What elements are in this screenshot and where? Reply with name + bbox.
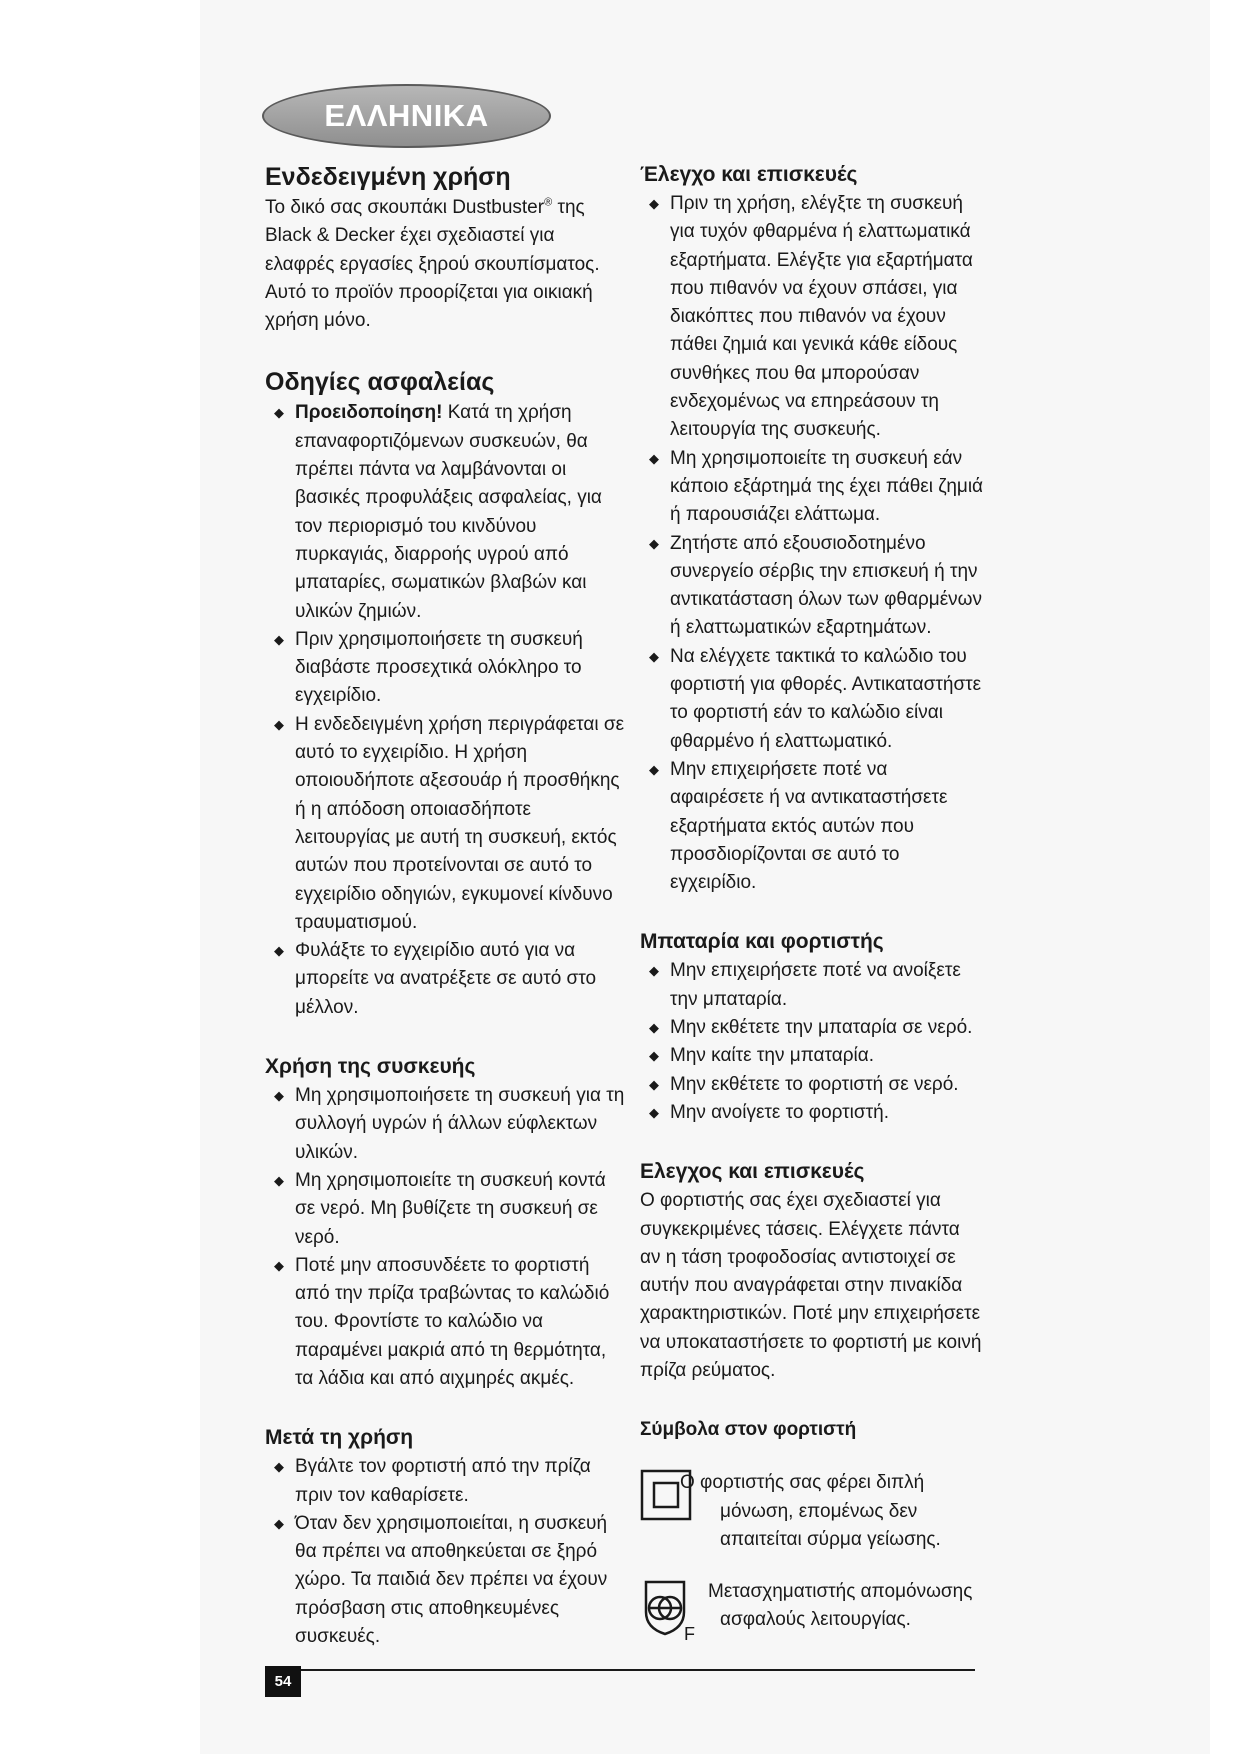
list-item: ◆ Φυλάξτε το εγχειρίδιο αυτό για να μπορείτε να ανατρέξετε σε αυτό στο μέλλον. bbox=[265, 937, 625, 1022]
diamond-bullet-icon: ◆ bbox=[274, 716, 284, 732]
inspection-title: Έλεγχο και επισκευές bbox=[640, 163, 858, 186]
footer-rule bbox=[265, 1669, 975, 1671]
appliance-use-title: Χρήση της συσκευής bbox=[265, 1055, 476, 1079]
diamond-bullet-icon: ◆ bbox=[274, 1515, 284, 1531]
list-item: ◆ Μην επιχειρήσετε ποτέ να αφαιρέσετε ή να αντικαταστήσετε εξαρτήματα εκτός αυτών που προσδιορίζονται σε αυτό το εγχειρίδιο. bbox=[640, 756, 985, 897]
diamond-bullet-icon: ◆ bbox=[649, 963, 659, 979]
diamond-bullet-icon: ◆ bbox=[274, 405, 284, 421]
charger-checks-title: Ελεγχος και επισκευές bbox=[640, 1160, 865, 1184]
right-column bbox=[640, 160, 985, 1662]
language-label: ΕΛΛΗΝΙΚΑ bbox=[324, 98, 489, 133]
left-column bbox=[265, 160, 625, 1681]
appliance-use-section bbox=[265, 1052, 625, 1393]
list-item: ◆ Να ελέγχετε τακτικά το καλώδιο του φορτιστή για φθορές. Αντικαταστήστε το φορτιστή εάν το καλώδιο είναι φθαρμένο ή ελαττωματικό. bbox=[640, 643, 985, 756]
charger-symbols-title: Σύμβολα στον φορτιστή bbox=[640, 1419, 857, 1441]
diamond-bullet-icon: ◆ bbox=[649, 1048, 659, 1064]
after-use-section bbox=[265, 1423, 625, 1651]
safety-transformer-icon bbox=[640, 1578, 702, 1642]
list-item: ◆ Η ενδεδειγμένη χρήση περιγράφεται σε αυτό το εγχειρίδιο. Η χρήση οποιουδήποτε αξεσουάρ ή προσθήκης ή η απόδοση οποιασδήποτε λειτουργίας με αυτή τη συσκευή, εκτός αυτών που προτείνονται σε αυτό το εγχειρίδιο οδηγιών, εγκυμονεί κίνδυνο τραυματισμού. bbox=[265, 711, 625, 937]
charger-symbols-section bbox=[640, 1415, 985, 1643]
safety-list bbox=[265, 399, 625, 1022]
transformer-letter: F bbox=[684, 1624, 695, 1643]
after-use-title: Μετά τη χρήση bbox=[265, 1426, 414, 1450]
diamond-bullet-icon: ◆ bbox=[274, 1172, 284, 1188]
battery-charger-section bbox=[640, 927, 985, 1127]
list-item: ◆ Μην καίτε την μπαταρία. bbox=[640, 1042, 985, 1070]
list-item: ◆ Βγάλτε τον φορτιστή από την πρίζα πριν τον καθαρίσετε. bbox=[265, 1453, 625, 1510]
list-item: ◆ Ζητήστε από εξουσιοδοτημένο συνεργείο σέρβις την επισκευή ή την αντικατάσταση όλων των φθαρμένων ή ελαττωματικών εξαρτημάτων. bbox=[640, 530, 985, 643]
list-item: ◆ Μη χρησιμοποιείτε τη συσκευή κοντά σε νερό. Μη βυθίζετε τη συσκευή σε νερό. bbox=[265, 1167, 625, 1252]
list-item: ◆ Πριν τη χρήση, ελέγξτε τη συσκευή για τυχόν φθαρμένα ή ελαττωματικά εξαρτήματα. Ελέγξτε για εξαρτήματα που πιθανόν να έχουν σπάσει, για διακόπτες που πιθανόν να έχουν πάθει ζημιά και γενικά κάθε είδους συνθήκες που θα μπορούσαν ενδεχομένως να επηρεάσουν τη λειτουργία της συσκευής. bbox=[640, 190, 985, 445]
list-item: ◆ Πριν χρησιμοποιήσετε τη συσκευή διαβάστε προσεχτικά ολόκληρο το εγχειρίδιο. bbox=[265, 626, 625, 711]
diamond-bullet-icon: ◆ bbox=[649, 535, 659, 551]
intended-use-section bbox=[265, 160, 625, 335]
appliance-use-list bbox=[265, 1082, 625, 1393]
intended-use-text: Το δικό σας σκουπάκι Dustbuster® της Black & Decker έχει σχεδιαστεί για ελαφρές εργασίες ξηρού σκουπίσματος. Αυτό το προϊόν προορίζεται για οικιακή χρήση μόνο. bbox=[265, 196, 600, 332]
diamond-bullet-icon: ◆ bbox=[274, 631, 284, 647]
list-item: ◆ Μην εκθέτετε το φορτιστή σε νερό. bbox=[640, 1071, 985, 1099]
list-item: ◆ Μη χρησιμοποιήσετε τη συσκευή για τη συλλογή υγρών ή άλλων εύφλεκτων υλικών. bbox=[265, 1082, 625, 1167]
battery-charger-list bbox=[640, 957, 985, 1127]
double-insulation-text: Ο φορτιστής σας φέρει διπλή μόνωση, επομένως δεν απαιτείται σύρμα γείωσης. bbox=[680, 1472, 941, 1550]
list-item: ◆ Μη χρησιμοποιείτε τη συσκευή εάν κάποιο εξάρτημά της έχει πάθει ζημιά ή παρουσιάζει ελάττωμα. bbox=[640, 445, 985, 530]
list-item: ◆ Ποτέ μην αποσυνδέετε το φορτιστή από την πρίζα τραβώντας το καλώδιό του. Φροντίστε το καλώδιο να παραμένει μακριά από τη θερμότητα, τα λάδια και από αιχμηρές ακμές. bbox=[265, 1252, 625, 1393]
diamond-bullet-icon: ◆ bbox=[274, 943, 284, 959]
transformer-row bbox=[640, 1578, 985, 1643]
list-item: ◆ Μην επιχειρήσετε ποτέ να ανοίξετε την μπαταρία. bbox=[640, 957, 985, 1014]
diamond-bullet-icon: ◆ bbox=[649, 450, 659, 466]
page-number: 54 bbox=[265, 1666, 301, 1697]
transformer-text: Μετασχηματιστής απομόνωσης ασφαλούς λειτουργίας. bbox=[708, 1581, 973, 1631]
inspection-section bbox=[640, 160, 985, 897]
warning-label: Προειδοποίηση! bbox=[295, 402, 443, 424]
safety-section bbox=[265, 365, 625, 1022]
double-insulation-icon bbox=[640, 1469, 692, 1521]
language-badge bbox=[262, 84, 551, 148]
after-use-list bbox=[265, 1453, 625, 1651]
diamond-bullet-icon: ◆ bbox=[649, 196, 659, 211]
diamond-bullet-icon: ◆ bbox=[274, 1257, 284, 1273]
diamond-bullet-icon: ◆ bbox=[649, 1020, 659, 1036]
registered-mark: ® bbox=[544, 196, 553, 209]
list-item: ◆ Όταν δεν χρησιμοποιείται, η συσκευή θα πρέπει να αποθηκεύεται σε ξηρό χώρο. Τα παιδιά δεν πρέπει να έχουν πρόσβαση στις αποθηκευμένες συσκευές. bbox=[265, 1510, 625, 1651]
inspection-list bbox=[640, 190, 985, 897]
battery-charger-title: Μπαταρία και φορτιστής bbox=[640, 930, 884, 954]
diamond-bullet-icon: ◆ bbox=[274, 1459, 284, 1475]
intended-use-title: Ενδεδειγμένη χρήση bbox=[265, 163, 511, 191]
diamond-bullet-icon: ◆ bbox=[649, 648, 659, 664]
double-insulation-row bbox=[640, 1469, 985, 1554]
charger-checks-section bbox=[640, 1157, 985, 1385]
list-item: ◆ Προειδοποίηση! Κατά τη χρήση επαναφορτιζόμενων συσκευών, θα πρέπει πάντα να λαμβάνονται οι βασικές προφυλάξεις ασφαλείας, για τον περιορισμό του κινδύνου πυρκαγιάς, διαρροής υγρού από μπαταρίες, σωματικών βλαβών και υλικών ζημιών. bbox=[265, 399, 625, 625]
list-item: ◆ Μην ανοίγετε το φορτιστή. bbox=[640, 1099, 985, 1127]
diamond-bullet-icon: ◆ bbox=[274, 1088, 284, 1104]
list-item: ◆ Μην εκθέτετε την μπαταρία σε νερό. bbox=[640, 1014, 985, 1042]
diamond-bullet-icon: ◆ bbox=[649, 1076, 659, 1092]
diamond-bullet-icon: ◆ bbox=[649, 761, 659, 777]
charger-checks-text: Ο φορτιστής σας έχει σχεδιαστεί για συγκεκριμένες τάσεις. Ελέγχετε πάντα αν η τάση τροφοδοσίας αντιστοιχεί σε αυτήν που αναγράφεται στην πινακίδα χαρακτηριστικών. Ποτέ μην επιχειρήσετε να υποκαταστήσετε το φορτιστή με κοινή πρίζα ρεύματος. bbox=[640, 1190, 982, 1381]
safety-title: Οδηγίες ασφαλείας bbox=[265, 368, 495, 397]
diamond-bullet-icon: ◆ bbox=[649, 1104, 659, 1120]
